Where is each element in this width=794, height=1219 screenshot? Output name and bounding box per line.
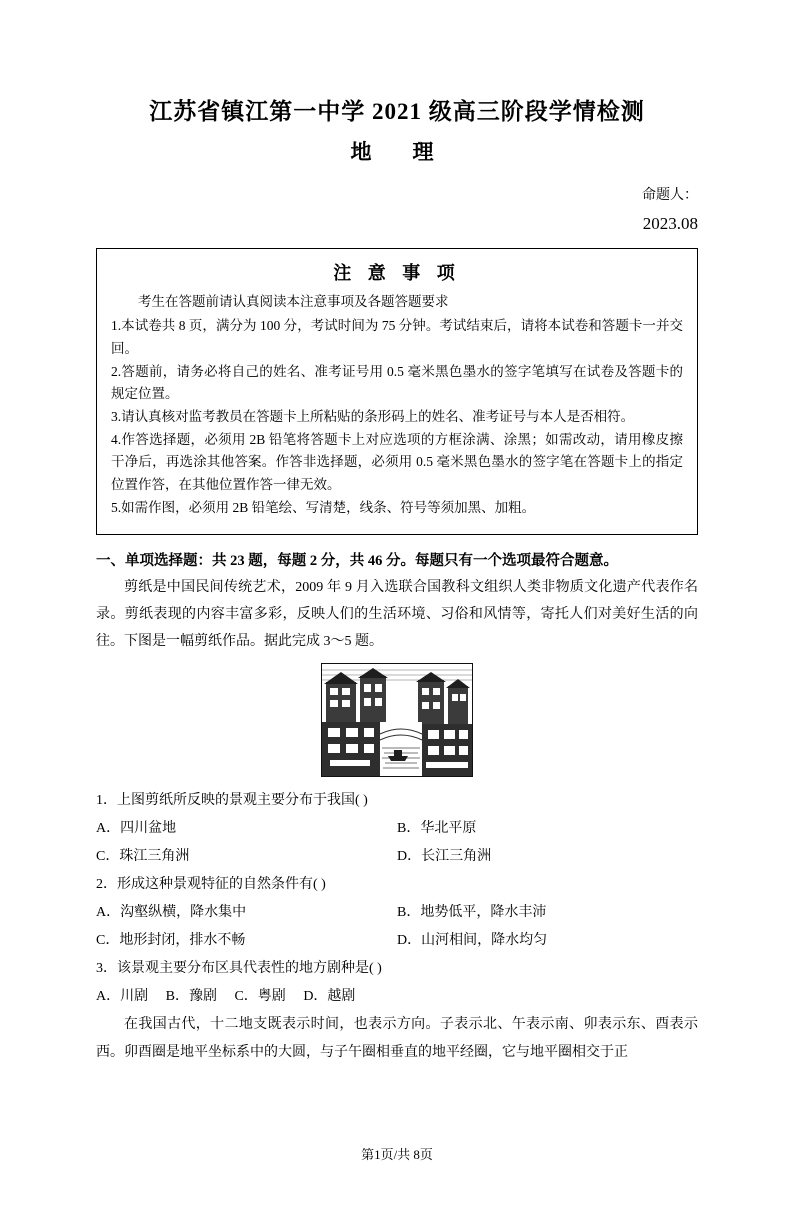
exam-date: 2023.08 bbox=[642, 214, 698, 234]
question-stem: 2．形成这种景观特征的自然条件有( ) bbox=[96, 877, 326, 893]
option-item[interactable]: A．川剧 bbox=[96, 989, 149, 1005]
passage-paragraph: 剪纸是中国民间传统艺术，2009 年 9 月入选联合国教科文组织人类非物质文化遗产代表作名录。剪纸表现的内容丰富多彩，反映人们的生活环境、习俗和风情等，寄托人们对美好生活的向往。下图是一幅剪纸作品。据此完成 3～5 题。 bbox=[96, 579, 698, 650]
notice-item: 5.如需作图，必须用 2B 铅笔绘、写清楚，线条、符号等须加黑、加粗。 bbox=[111, 499, 536, 515]
notice-item: 2.答题前，请务必将自己的姓名、准考证号用 0.5 毫米黑色墨水的签字笔填写在试卷及答题卡的规定位置。 bbox=[111, 363, 683, 402]
question-options bbox=[96, 815, 698, 843]
notice-title: 注 意 事 项 bbox=[333, 263, 461, 284]
exam-paper-page bbox=[0, 96, 794, 1219]
question-options bbox=[96, 983, 698, 1011]
examiner-label: 命题人： bbox=[642, 188, 698, 204]
question-options bbox=[96, 899, 698, 927]
notice-lead: 考生在答题前请认真阅读本注意事项及各题答题要求 bbox=[138, 294, 449, 310]
option-item[interactable]: D．越剧 bbox=[303, 989, 356, 1005]
option-item[interactable]: B．地势低平，降水丰沛 bbox=[397, 905, 547, 921]
option-item[interactable]: C．地形封闭，排水不畅 bbox=[96, 933, 246, 949]
option-item[interactable]: C．粤剧 bbox=[234, 989, 286, 1005]
page-footer: 第1页/共 8页 bbox=[361, 1147, 433, 1162]
option-item[interactable]: A．四川盆地 bbox=[96, 821, 177, 837]
notice-item: 3.请认真核对监考教员在答题卡上所粘贴的条形码上的姓名、准考证号与本人是否相符。 bbox=[111, 409, 635, 425]
question-options bbox=[96, 927, 698, 955]
figure-container bbox=[96, 663, 698, 777]
option-item[interactable]: D．长江三角洲 bbox=[397, 849, 492, 865]
passage-paragraph: 在我国古代，十二地支既表示时间，也表示方向。子表示北、午表示南、卯表示东、酉表示西。卯酉圈是地平坐标系中的大圆，与子午圈相垂直的地平经圈，它与地平圈相交于正 bbox=[96, 1017, 698, 1060]
papercut-icon bbox=[322, 664, 472, 776]
option-item[interactable]: C．珠江三角洲 bbox=[96, 849, 190, 865]
question-stem: 1．上图剪纸所反映的景观主要分布于我国( ) bbox=[96, 793, 368, 809]
option-item[interactable]: D．山河相间，降水均匀 bbox=[397, 933, 548, 949]
section-heading: 一、单项选择题：共 23 题，每题 2 分，共 46 分。每题只有一个选项最符合题意。 bbox=[96, 552, 618, 569]
papercut-illustration bbox=[321, 663, 473, 777]
subject-title: 地 理 bbox=[350, 140, 444, 165]
page-title: 江苏省镇江第一中学 2021 级高三阶段学情检测 bbox=[149, 99, 645, 124]
notice-item: 4.作答选择题，必须用 2B 铅笔将答题卡上对应选项的方框涂满、涂黑；如需改动，请用橡皮擦干净后，再选涂其他答案。作答非选择题，必须用 0.5 毫米黑色墨水的签字笔在答题卡上的指定位置作答，在其他位置作答一律无效。 bbox=[111, 431, 683, 493]
option-item[interactable]: B．华北平原 bbox=[397, 821, 477, 837]
notice-box bbox=[96, 248, 698, 534]
question-stem: 3．该景观主要分布区具代表性的地方剧种是( ) bbox=[96, 961, 382, 977]
option-item[interactable]: A．沟壑纵横，降水集中 bbox=[96, 905, 247, 921]
question-options bbox=[96, 843, 698, 871]
option-item[interactable]: B．豫剧 bbox=[165, 989, 217, 1005]
notice-item: 1.本试卷共 8 页，满分为 100 分，考试时间为 75 分钟。考试结束后，请将本试卷和答题卡一并交回。 bbox=[111, 318, 683, 357]
